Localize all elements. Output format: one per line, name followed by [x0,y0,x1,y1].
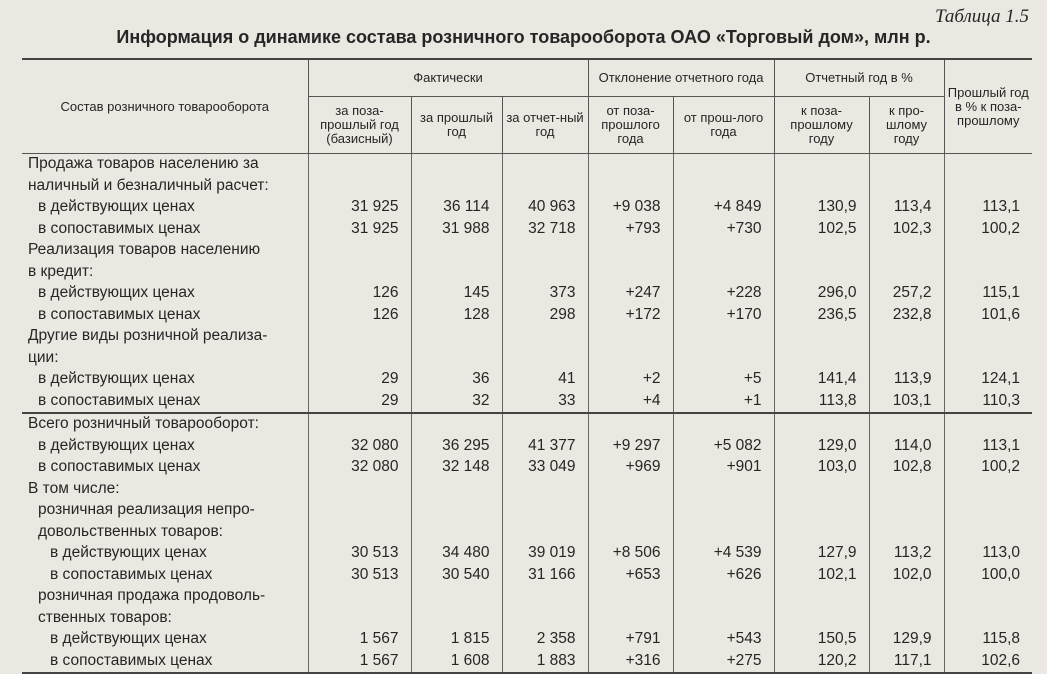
row-label: наличный и безналичный расчет: [28,176,269,194]
cell-value [588,240,673,262]
table-row [22,262,1032,284]
cell-value: 2 358 [502,629,588,651]
cell-value [869,586,944,608]
cell-value: 232,8 [869,305,944,327]
cell-value [502,154,588,176]
cell-value: 30 513 [308,543,411,565]
row-label: ции: [28,348,59,366]
cell-value [502,522,588,544]
cell-value [588,176,673,198]
table-row [22,608,1032,630]
cell-value [869,413,944,436]
cell-value: 32 080 [308,457,411,479]
cell-value: 113,9 [869,369,944,391]
cell-value: +4 539 [673,543,774,565]
cell-value: 373 [502,283,588,305]
col-header: за прошлый год [411,97,502,154]
cell-value [944,154,1032,176]
row-label-header: Состав розничного товарооборота [22,59,308,154]
row-label: розничная реализация непро- [38,501,255,518]
cell-value [869,176,944,198]
cell-value: 30 540 [411,565,502,587]
cell-value: 126 [308,305,411,327]
cell-value: 128 [411,305,502,327]
cell-value: 113,8 [774,391,869,414]
row-label: в кредит: [28,262,94,280]
cell-value [944,522,1032,544]
cell-value [774,413,869,436]
cell-value [588,154,673,176]
cell-value: +8 506 [588,543,673,565]
cell-value: 102,3 [869,219,944,241]
cell-value [502,326,588,348]
cell-value [411,262,502,284]
cell-value: 39 019 [502,543,588,565]
row-label: довольственных товаров: [38,522,223,540]
row-label: ственных товаров: [38,608,172,626]
cell-value: 127,9 [774,543,869,565]
cell-value [944,586,1032,608]
col-header: к поза-прошлому году [774,97,869,154]
cell-value: 296,0 [774,283,869,305]
cell-value: 30 513 [308,565,411,587]
cell-value [673,240,774,262]
cell-value [673,348,774,370]
row-label: Продажа товаров населению за [28,155,259,172]
cell-value [588,522,673,544]
header-group-deviation: Отклонение отчетного года [588,59,774,97]
cell-value: 31 925 [308,197,411,219]
row-label: Другие виды розничной реализа- [28,327,268,344]
cell-value [502,608,588,630]
cell-value [308,413,411,436]
cell-value: 34 480 [411,543,502,565]
cell-value [411,348,502,370]
cell-value: 36 114 [411,197,502,219]
table-row [22,176,1032,198]
table-row [22,457,1032,479]
table-row [22,522,1032,544]
table-row [22,369,1032,391]
cell-value: 257,2 [869,283,944,305]
cell-value: 32 080 [308,436,411,458]
row-label: в сопоставимых ценах [22,651,308,674]
row-label: розничная продажа продоволь- [38,587,266,604]
cell-value: 32 718 [502,219,588,241]
header-group-report-pct: Отчетный год в % [774,59,944,97]
cell-value: 102,8 [869,457,944,479]
cell-value: 150,5 [774,629,869,651]
cell-value [502,479,588,501]
cell-value: 31 166 [502,565,588,587]
cell-value [869,348,944,370]
cell-value: 141,4 [774,369,869,391]
cell-value [308,479,411,501]
cell-value: 102,5 [774,219,869,241]
cell-value [869,262,944,284]
cell-value [944,176,1032,198]
cell-value [502,262,588,284]
cell-value [869,500,944,522]
cell-value [308,608,411,630]
cell-value [411,176,502,198]
cell-value: 103,1 [869,391,944,414]
row-label: в действующих ценах [38,198,195,215]
cell-value: 100,2 [944,457,1032,479]
cell-value [673,326,774,348]
cell-value: +4 849 [673,197,774,219]
cell-value [308,348,411,370]
cell-value: 236,5 [774,305,869,327]
cell-value: 110,3 [944,391,1032,414]
cell-value: +5 082 [673,436,774,458]
cell-value: +4 [588,391,673,414]
cell-value: 117,1 [869,651,944,674]
table-row [22,305,1032,327]
cell-value: 115,8 [944,629,1032,651]
cell-value: 36 295 [411,436,502,458]
table-row [22,326,1032,348]
cell-value [502,500,588,522]
cell-value [673,176,774,198]
cell-value: 298 [502,305,588,327]
cell-value: 33 049 [502,457,588,479]
cell-value [411,154,502,176]
cell-value: 100,2 [944,219,1032,241]
cell-value [869,154,944,176]
cell-value [588,326,673,348]
cell-value: 113,0 [944,543,1032,565]
cell-value: +9 038 [588,197,673,219]
cell-value: 103,0 [774,457,869,479]
col-header: от поза-прошлого года [588,97,673,154]
cell-value: +901 [673,457,774,479]
table-row [22,154,1032,176]
cell-value [308,500,411,522]
cell-value [673,522,774,544]
cell-value [673,413,774,436]
cell-value: 1 883 [502,651,588,674]
cell-value [774,154,869,176]
cell-value [588,413,673,436]
header-prev-pct: Прошлый год в % к поза-прошлому [944,59,1032,154]
col-header: от прош-лого года [673,97,774,154]
table-row [22,543,1032,565]
cell-value: 114,0 [869,436,944,458]
cell-value: 120,2 [774,651,869,674]
cell-value: 115,1 [944,283,1032,305]
cell-value: 113,2 [869,543,944,565]
row-label: в действующих ценах [38,436,195,454]
row-label: Всего розничный товарооборот: [22,413,308,436]
row-label: Реализация товаров населению [28,241,261,258]
cell-value [411,608,502,630]
cell-value [869,326,944,348]
col-header: за поза-прошлый год (базисный) [308,97,411,154]
cell-value: +316 [588,651,673,674]
cell-value [673,154,774,176]
cell-value: 102,1 [774,565,869,587]
cell-value [774,608,869,630]
cell-value [673,500,774,522]
cell-value [673,586,774,608]
cell-value: +275 [673,651,774,674]
cell-value [869,479,944,501]
cell-value [308,154,411,176]
row-label: в действующих ценах [50,630,207,647]
cell-value: +730 [673,219,774,241]
row-label: в сопоставимых ценах [38,458,201,475]
row-label: В том числе: [28,479,120,497]
cell-value: +2 [588,369,673,391]
cell-value: 124,1 [944,369,1032,391]
cell-value: 1 815 [411,629,502,651]
cell-value [502,176,588,198]
table-row [22,240,1032,262]
cell-value [502,413,588,436]
row-label: в действующих ценах [38,370,195,387]
cell-value [944,413,1032,436]
cell-value [588,608,673,630]
cell-value: 129,0 [774,436,869,458]
cell-value [774,326,869,348]
col-header: к про-шлому году [869,97,944,154]
cell-value: 113,1 [944,436,1032,458]
cell-value [588,479,673,501]
cell-value: +969 [588,457,673,479]
cell-value [411,326,502,348]
cell-value [588,500,673,522]
cell-value: 100,0 [944,565,1032,587]
cell-value: 40 963 [502,197,588,219]
row-label: в сопоставимых ценах [38,391,201,409]
cell-value [588,348,673,370]
table-row [22,348,1032,370]
cell-value: 129,9 [869,629,944,651]
cell-value [673,608,774,630]
cell-value [411,500,502,522]
cell-value [944,262,1032,284]
cell-value [308,240,411,262]
cell-value [673,262,774,284]
cell-value: 41 [502,369,588,391]
cell-value: +791 [588,629,673,651]
table-row [22,197,1032,219]
cell-value: +247 [588,283,673,305]
cell-value [944,608,1032,630]
cell-value [774,348,869,370]
cell-value [774,262,869,284]
cell-value: 1 567 [308,651,411,674]
cell-value [308,586,411,608]
cell-value: +626 [673,565,774,587]
cell-value [944,326,1032,348]
cell-value [411,586,502,608]
cell-value: +5 [673,369,774,391]
cell-value [774,500,869,522]
cell-value: 36 [411,369,502,391]
cell-value: +793 [588,219,673,241]
row-label: в сопоставимых ценах [38,305,201,323]
cell-value [588,262,673,284]
table-row [22,629,1032,651]
table-row [22,391,1032,414]
row-label: в действующих ценах [38,284,195,301]
turnover-table [22,58,1032,674]
row-label: в сопоставимых ценах [50,565,213,583]
cell-value [944,479,1032,501]
cell-value: 102,6 [944,651,1032,674]
table-row [22,436,1032,458]
cell-value [308,326,411,348]
cell-value [869,522,944,544]
table-row [22,283,1032,305]
cell-value: 29 [308,369,411,391]
table-number: Таблица 1.5 [935,6,1029,27]
cell-value: 31 925 [308,219,411,241]
cell-value: 32 148 [411,457,502,479]
cell-value [774,586,869,608]
cell-value: 101,6 [944,305,1032,327]
cell-value [774,479,869,501]
cell-value [774,176,869,198]
cell-value [869,608,944,630]
table-row [22,479,1032,501]
cell-value [308,522,411,544]
cell-value [673,479,774,501]
cell-value: 113,1 [944,197,1032,219]
cell-value: +170 [673,305,774,327]
table-title: Информация о динамике состава розничного товарооборота ОАО «Торговый дом», млн р. [116,27,931,47]
cell-value [774,240,869,262]
cell-value [411,240,502,262]
cell-value: 126 [308,283,411,305]
cell-value [774,522,869,544]
cell-value: 113,4 [869,197,944,219]
cell-value [411,413,502,436]
cell-value: 29 [308,391,411,414]
cell-value: 33 [502,391,588,414]
table-row [22,500,1032,522]
cell-value: +543 [673,629,774,651]
table-body [22,154,1032,674]
row-label: в действующих ценах [50,544,207,561]
cell-value: 31 988 [411,219,502,241]
table-row [22,219,1032,241]
header-group-fact: Фактически [308,59,588,97]
table-row [22,651,1032,674]
cell-value [588,586,673,608]
cell-value [944,348,1032,370]
cell-value [944,240,1032,262]
cell-value: 145 [411,283,502,305]
cell-value [502,348,588,370]
cell-value [869,240,944,262]
cell-value: 102,0 [869,565,944,587]
cell-value [502,240,588,262]
cell-value: 1 567 [308,629,411,651]
cell-value [308,176,411,198]
cell-value: +653 [588,565,673,587]
cell-value [502,586,588,608]
cell-value [411,522,502,544]
row-label: в сопоставимых ценах [38,219,201,237]
cell-value: 32 [411,391,502,414]
table-row [22,565,1032,587]
cell-value [308,262,411,284]
cell-value [411,479,502,501]
cell-value: +172 [588,305,673,327]
cell-value [944,500,1032,522]
cell-value: +228 [673,283,774,305]
table-row [22,413,1032,436]
cell-value: 41 377 [502,436,588,458]
cell-value: 130,9 [774,197,869,219]
cell-value: +9 297 [588,436,673,458]
table-row [22,586,1032,608]
cell-value: 1 608 [411,651,502,674]
cell-value: +1 [673,391,774,414]
col-header: за отчет-ный год [502,97,588,154]
